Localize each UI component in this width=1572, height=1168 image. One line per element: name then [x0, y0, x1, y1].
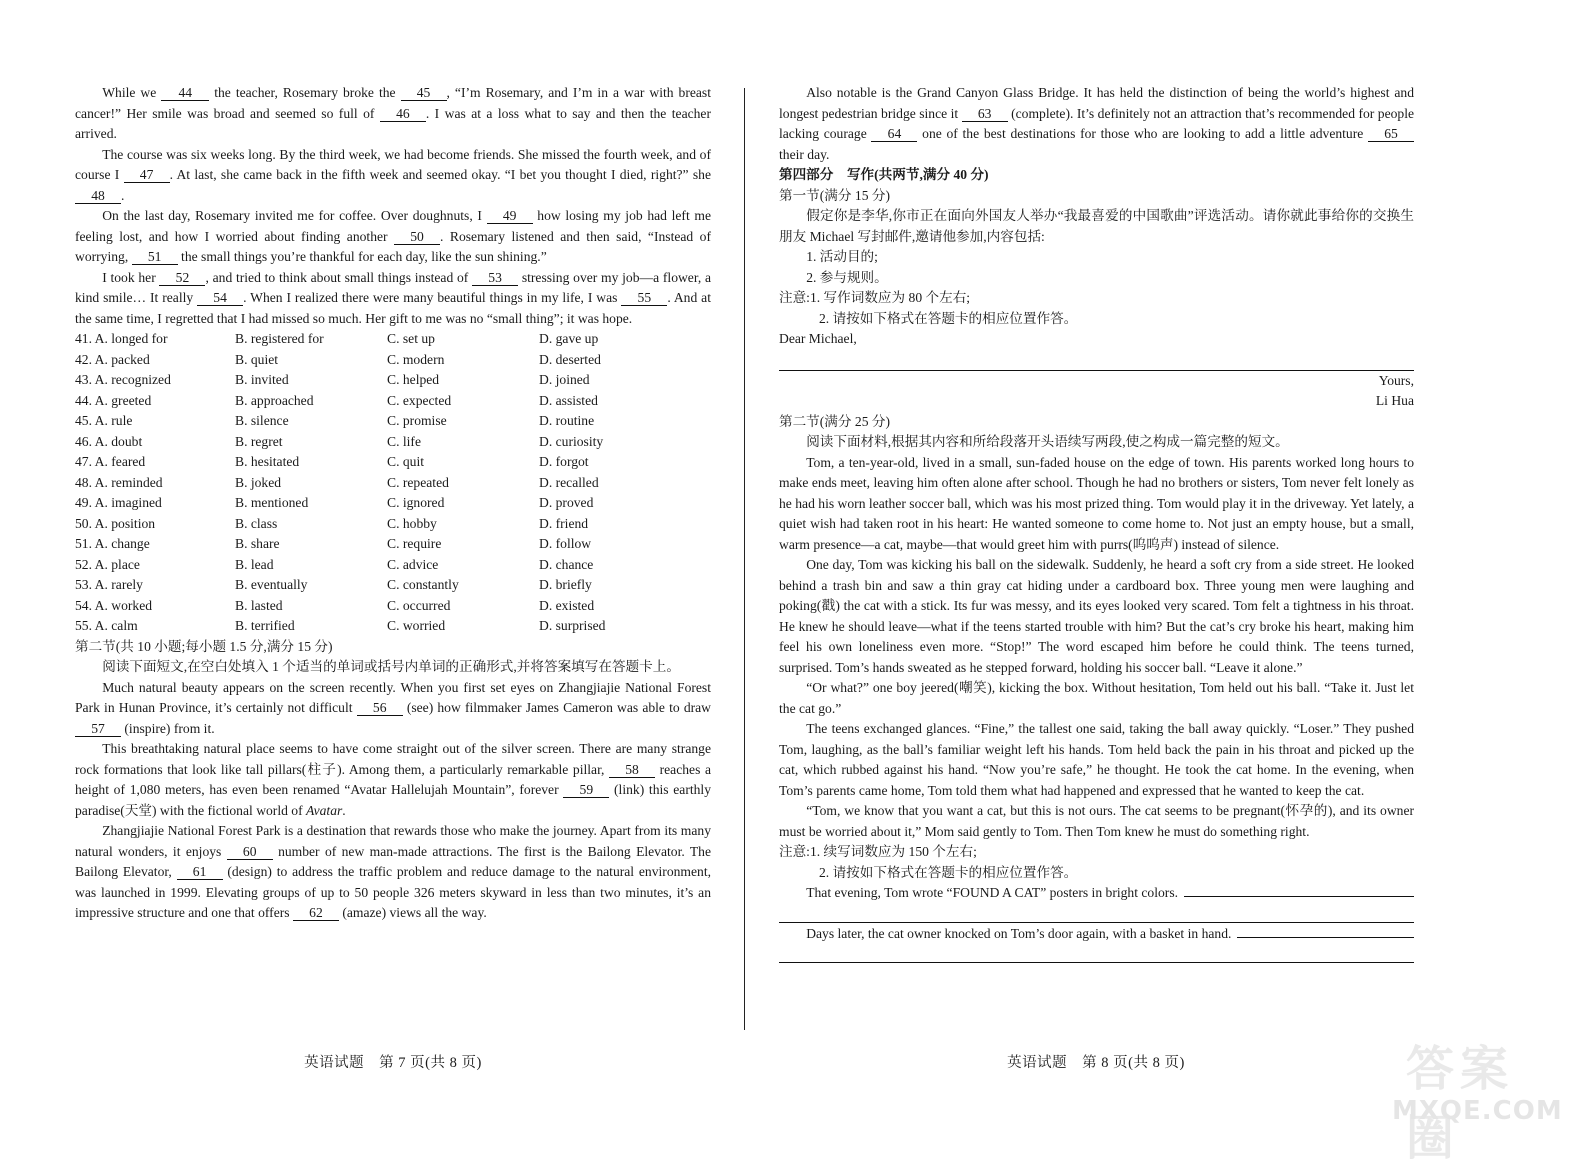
blank-51: 51	[132, 249, 178, 265]
grammar-paragraph-2: This breathtaking natural place seems to have come straight out of the silver screen. There are many strange rock formations that look like tall pillars(柱子). Among them, a particularly remarkable pillar, 58 reaches a height of 1,080 meters, has even been renamed “Avatar Hallelujah Mountain”, forever 59 (link) this earthly paradise(天堂) with the fictional world of Avatar.	[75, 741, 712, 818]
blank-50: 50	[394, 229, 440, 245]
option-54-B: B. lasted	[235, 597, 283, 613]
option-47-C: C. quit	[387, 454, 425, 469]
blank-53: 53	[472, 270, 518, 286]
option-54-D: D. existed	[539, 597, 595, 613]
option-41-A: 41. A. longed for	[75, 331, 168, 346]
writing-section1-heading: 第一节(满分 15 分)	[779, 187, 891, 203]
column-divider	[744, 88, 745, 1030]
blank-61: 61	[177, 864, 223, 880]
blank-48: 48	[75, 188, 121, 204]
continuation-line-1	[1184, 886, 1414, 897]
grammar-paragraph-1: Much natural beauty appears on the screen recently. When you first set eyes on Zhangjiajie National Forest Park in Hunan Province, it’s certainly not difficult 56 (see) how filmmaker James Cameron was able to draw 57 (inspire) from it.	[75, 679, 711, 736]
continuation-start-1: That evening, Tom wrote “FOUND A CAT” posters in bright colors.	[779, 883, 1414, 904]
option-45-A: 45. A. rule	[75, 413, 133, 428]
letter-closing: Yours,	[1378, 372, 1414, 388]
option-44-D: D. assisted	[539, 392, 598, 408]
part4-heading: 第四部分 写作(共两节,满分 40 分)	[779, 167, 989, 182]
blank-55: 55	[621, 290, 667, 306]
option-46-D: D. curiosity	[539, 433, 604, 449]
option-49-A: 49. A. imagined	[75, 495, 162, 510]
option-52-C: C. advice	[387, 556, 439, 572]
option-48-D: D. recalled	[539, 474, 599, 490]
option-46-A: 46. A. doubt	[75, 433, 143, 449]
option-52-A: 52. A. place	[75, 556, 140, 572]
blank-60: 60	[227, 844, 273, 860]
continuation-note-1: 注意:1. 续写词数应为 150 个左右;	[779, 844, 977, 859]
option-54-A: 54. A. worked	[75, 597, 153, 613]
writing-section2-heading: 第二节(满分 25 分)	[779, 413, 891, 429]
option-53-D: D. briefly	[539, 577, 592, 592]
blank-49: 49	[487, 208, 533, 224]
option-53-C: C. constantly	[387, 577, 459, 592]
story-paragraph-5: “Tom, we know that you want a cat, but this is not ours. The cat seems to be pregnant(怀孕的), and its owner must be worried about it,” Mom said gently to Tom. Then Tom knew he must do something right.	[779, 803, 1414, 839]
option-43-C: C. helped	[387, 372, 440, 387]
option-42-C: C. modern	[387, 351, 445, 367]
watermark-logo: 答案圈 MXQE.COM	[1392, 1041, 1563, 1166]
blank-64: 64	[871, 126, 917, 142]
option-52-B: B. lead	[235, 556, 274, 572]
blank-44: 44	[161, 85, 209, 101]
option-43-B: B. invited	[235, 372, 289, 387]
cloze-options-table	[75, 329, 711, 637]
option-46-B: B. regret	[235, 433, 283, 449]
cloze-paragraph-1: While we 44 the teacher, Rosemary broke the 45 , “I’m Rosemary, and I’m in a war with breast cancer!” Her smile was broad and seemed so full of 46 . I was at a loss what to say and then the teacher arrived.	[75, 85, 711, 141]
blank-52: 52	[159, 270, 205, 286]
option-43-D: D. joined	[539, 372, 590, 387]
option-49-D: D. proved	[539, 495, 594, 510]
blank-62: 62	[293, 905, 339, 921]
option-49-C: C. ignored	[387, 495, 445, 510]
blank-54: 54	[197, 290, 243, 306]
cloze-paragraph-4: I took her 52 , and tried to think about small things instead of 53 stressing over my job—a flower, a kind smile… It really 54 . When I realized there were many beautiful things in my life, I was 55 . And at the same time, I regretted that I had missed so much. Her gift to me was no “small thing”; it was hope.	[75, 269, 712, 326]
story-paragraph-1: Tom, a ten-year-old, lived in a small, sun-faded house on the edge of town. His parents worked long hours to make ends meet, leaving him often alone after school. Though he had no brothers or sisters, Tom never felt lonely as he had his worn leather soccer ball, which was his most prized thing. Tom would play it in the driveway. Yet lately, a quiet wish had taken root in his heart: He wanted someone to come home to. Not just an empty house, but a small, warm presence—a cat, maybe—that would greet him with purrs(呜呜声) instead of silence.	[779, 454, 1414, 552]
option-50-A: 50. A. position	[75, 515, 156, 531]
continuation-line-3	[1237, 927, 1414, 938]
writing-section1-prompt: 假定你是李华,你市正在面向外国友人举办“我最喜爱的中国歌曲”评选活动。请你就此事给你的交换生朋友 Michael 写封邮件,邀请他参加,内容包括:	[779, 208, 1414, 244]
option-52-D: D. chance	[539, 556, 594, 572]
option-43-A: 43. A. recognized	[75, 372, 171, 387]
option-47-B: B. hesitated	[235, 454, 300, 469]
blank-47: 47	[124, 167, 170, 183]
option-55-C: C. worried	[387, 618, 446, 633]
page-7	[75, 83, 711, 924]
section2-instructions: 阅读下面短文,在空白处填入 1 个适当的单词或括号内单词的正确形式,并将答案填写在答题卡上。	[102, 659, 680, 674]
option-41-C: C. set up	[387, 331, 435, 346]
option-41-D: D. gave up	[539, 331, 599, 346]
option-50-B: B. class	[235, 515, 278, 531]
option-42-B: B. quiet	[235, 351, 279, 367]
option-44-A: 44. A. greeted	[75, 392, 152, 408]
option-41-B: B. registered for	[235, 331, 324, 346]
option-51-B: B. share	[235, 536, 280, 551]
option-55-D: D. surprised	[539, 618, 606, 633]
option-48-A: 48. A. reminded	[75, 474, 163, 490]
option-53-A: 53. A. rarely	[75, 577, 143, 592]
writing-point-2: 2. 参与规则。	[806, 269, 888, 285]
grammar-paragraph-4: Also notable is the Grand Canyon Glass Bridge. It has held the distinction of being the world’s highest and longest pedestrian bridge since it 63 (complete). It’s definitely not an attraction that’s recommended for people lacking courage 64 one of the best destinations for those who are looking to add a little adventure 65 their day.	[779, 85, 1415, 162]
option-54-C: C. occurred	[387, 597, 451, 613]
option-45-D: D. routine	[539, 413, 595, 428]
option-46-C: C. life	[387, 433, 421, 449]
option-47-D: D. forgot	[539, 454, 589, 469]
option-45-B: B. silence	[235, 413, 289, 428]
writing-point-1: 1. 活动目的;	[806, 249, 878, 264]
option-55-A: 55. A. calm	[75, 618, 138, 633]
writing-note-2: 2. 请按如下格式在答题卡的相应位置作答。	[819, 310, 1078, 326]
option-53-B: B. eventually	[235, 577, 308, 592]
blank-65: 65	[1368, 126, 1414, 142]
option-51-C: C. require	[387, 536, 442, 551]
writing-note-1: 注意:1. 写作词数应为 80 个左右;	[779, 290, 971, 305]
grammar-paragraph-3: Zhangjiajie National Forest Park is a destination that rewards those who make the journey. Apart from its many natural wonders, it enjoys 60 number of new man-made attractions. The first is the Bailong Elevator. The Bailong Elevator, 61 (design) to address the traffic problem and reduce damage to the natural environment, was launched in 1999. Elevating groups of up to 50 people 326 meters skyward in less than two minutes, it’s an impressive structure and one that offers 62 (amaze) views all the way.	[75, 823, 712, 920]
blank-59: 59	[563, 782, 609, 798]
page-8-footer: 英语试题 第 8 页(共 8 页)	[1007, 1055, 1185, 1071]
option-50-C: C. hobby	[387, 515, 437, 531]
page-8	[779, 83, 1414, 963]
blank-46: 46	[380, 106, 426, 122]
section2-heading: 第二节(共 10 小题;每小题 1.5 分,满分 15 分)	[75, 638, 333, 654]
option-50-D: D. friend	[539, 515, 589, 531]
option-55-B: B. terrified	[235, 618, 295, 633]
option-48-B: B. joked	[235, 474, 282, 490]
cloze-paragraph-2: The course was six weeks long. By the third week, we had become friends. She missed the fourth week, and of course I 47 . At last, she came back in the fifth week and seemed okay. “I bet you thought I died, right?” she 48 .	[75, 146, 711, 203]
continuation-line-4	[779, 962, 1414, 963]
option-44-C: C. expected	[387, 392, 452, 408]
letter-signature: Li Hua	[1375, 393, 1414, 408]
blank-63: 63	[962, 106, 1008, 122]
blank-57: 57	[75, 721, 121, 737]
salutation: Dear Michael,	[779, 331, 857, 346]
story-paragraph-4: The teens exchanged glances. “Fine,” the tallest one said, taking the ball away quickly. “Loser.” They pushed Tom, laughing, as the ball’s familiar weight left his hands. Tom held back the pain in his throat and picked up the cat, which rubbed against his hand. “Now you’re safe,” he thought. He took the cat home. In the evening, when Tom’s parents came home, Tom told them what had happened and expressed that he wanted to keep the cat.	[779, 721, 1414, 798]
option-49-B: B. mentioned	[235, 495, 309, 510]
option-51-D: D. follow	[539, 536, 592, 551]
story-paragraph-3: “Or what?” one boy jeered(嘲笑), kicking the box. Without hesitation, Tom held out his ball. “Take it. Just let the cat go.”	[779, 680, 1414, 716]
option-51-A: 51. A. change	[75, 536, 150, 551]
continuation-line-2	[779, 922, 1414, 923]
page-7-footer: 英语试题 第 7 页(共 8 页)	[304, 1055, 482, 1071]
option-48-C: C. repeated	[387, 474, 449, 490]
option-47-A: 47. A. feared	[75, 454, 146, 469]
continuation-note-2: 2. 请按如下格式在答题卡的相应位置作答。	[819, 864, 1078, 880]
option-42-A: 42. A. packed	[75, 351, 150, 367]
story-paragraph-2: One day, Tom was kicking his ball on the sidewalk. Suddenly, he heard a soft cry from a side street. He looked behind a trash bin and saw a thin gray cat hiding under a cardboard box. Three young men were laughing and poking(戳) the cat with a stick. Its fur was messy, and its eyes looked very scared. Tom felt a tightness in his throat. He knew he should leave—what if the teens started trouble with him? But the cat’s cry broke his heart, making him feel his own loneliness even more. “Stop!” The word escaped him before he could think. The teens turned, surprised. Tom’s hands sweated as he stepped forward, holding his soccer ball. “Leave it alone.”	[779, 557, 1414, 675]
cloze-paragraph-3: On the last day, Rosemary invited me for coffee. Over doughnuts, I 49 how losing my job had left me feeling lost, and how I worried about finding another 50 . Rosemary listened and then said, “Instead of worrying, 51 the small things you’re thankful for each day, like the sun shining.”	[75, 208, 712, 264]
blank-58: 58	[609, 762, 655, 778]
option-42-D: D. deserted	[539, 351, 601, 367]
blank-56: 56	[357, 700, 403, 716]
continuation-start-2: Days later, the cat owner knocked on Tom’s door again, with a basket in hand.	[779, 924, 1414, 945]
blank-45: 45	[401, 85, 447, 101]
option-44-B: B. approached	[235, 392, 314, 408]
option-45-C: C. promise	[387, 413, 447, 428]
writing-section2-instructions: 阅读下面材料,根据其内容和所给段落开头语续写两段,使之构成一篇完整的短文。	[806, 434, 1289, 449]
